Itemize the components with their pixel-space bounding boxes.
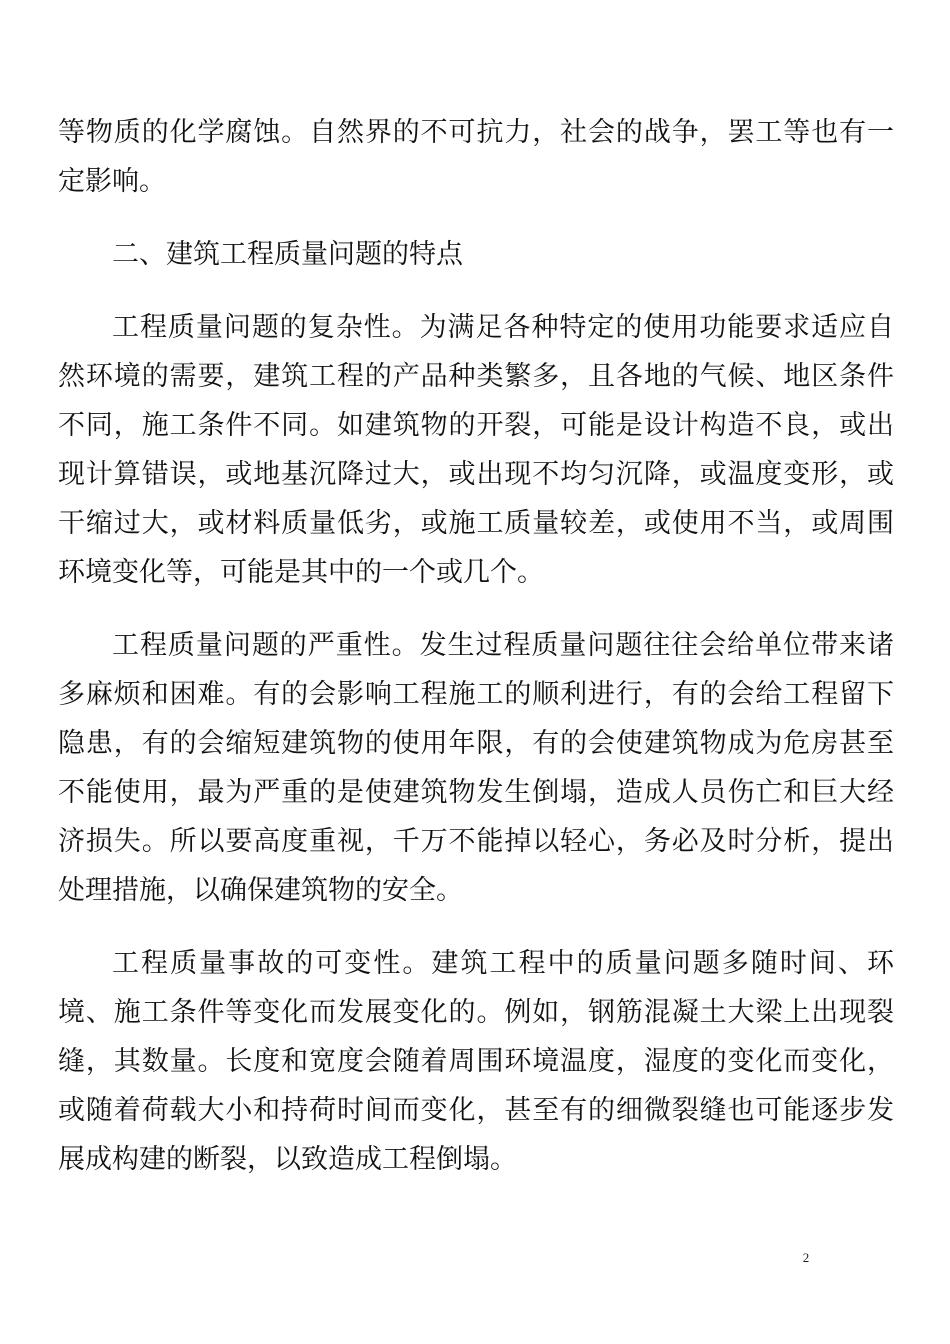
document-body: [58, 108, 894, 1184]
section-heading: 二、建筑工程质量问题的特点: [112, 239, 463, 270]
paragraph-continuation: 等物质的化学腐蚀。自然界的不可抗力，社会的战争，罢工等也有一定影响。: [58, 117, 894, 197]
paragraph-variability: 工程质量事故的可变性。建筑工程中的质量问题多随时间、环境、施工条件等变化而发展变化的。例如，钢筋混凝土大梁上出现裂缝，其数量。长度和宽度会随着周围环境温度，湿度的变化而变化，或随着荷载大小和持荷时间而变化，甚至有的细微裂缝也可能逐步发展成构建的断裂，以致造成工程倒塌。: [58, 948, 894, 1175]
paragraph-complexity: 工程质量问题的复杂性。为满足各种特定的使用功能要求适应自然环境的需要，建筑工程的产品种类繁多，且各地的气候、地区条件不同，施工条件不同。如建筑物的开裂，可能是设计构造不良，或出现计算错误，或地基沉降过大，或出现不均匀沉降，或温度变形，或干缩过大，或材料质量低劣，或施工质量较差，或使用不当，或周围环境变化等，可能是其中的一个或几个。: [58, 312, 894, 588]
paragraph-severity: 工程质量问题的严重性。发生过程质量问题往往会给单位带来诸多麻烦和困难。有的会影响工程施工的顺利进行，有的会给工程留下隐患，有的会缩短建筑物的使用年限，有的会使建筑物成为危房甚至不能使用，最为严重的是使建筑物发生倒塌，造成人员伤亡和巨大经济损失。所以要高度重视，千万不能掉以轻心，务必及时分析，提出处理措施，以确保建筑物的安全。: [58, 630, 894, 906]
page-number: 2: [802, 1250, 810, 1265]
